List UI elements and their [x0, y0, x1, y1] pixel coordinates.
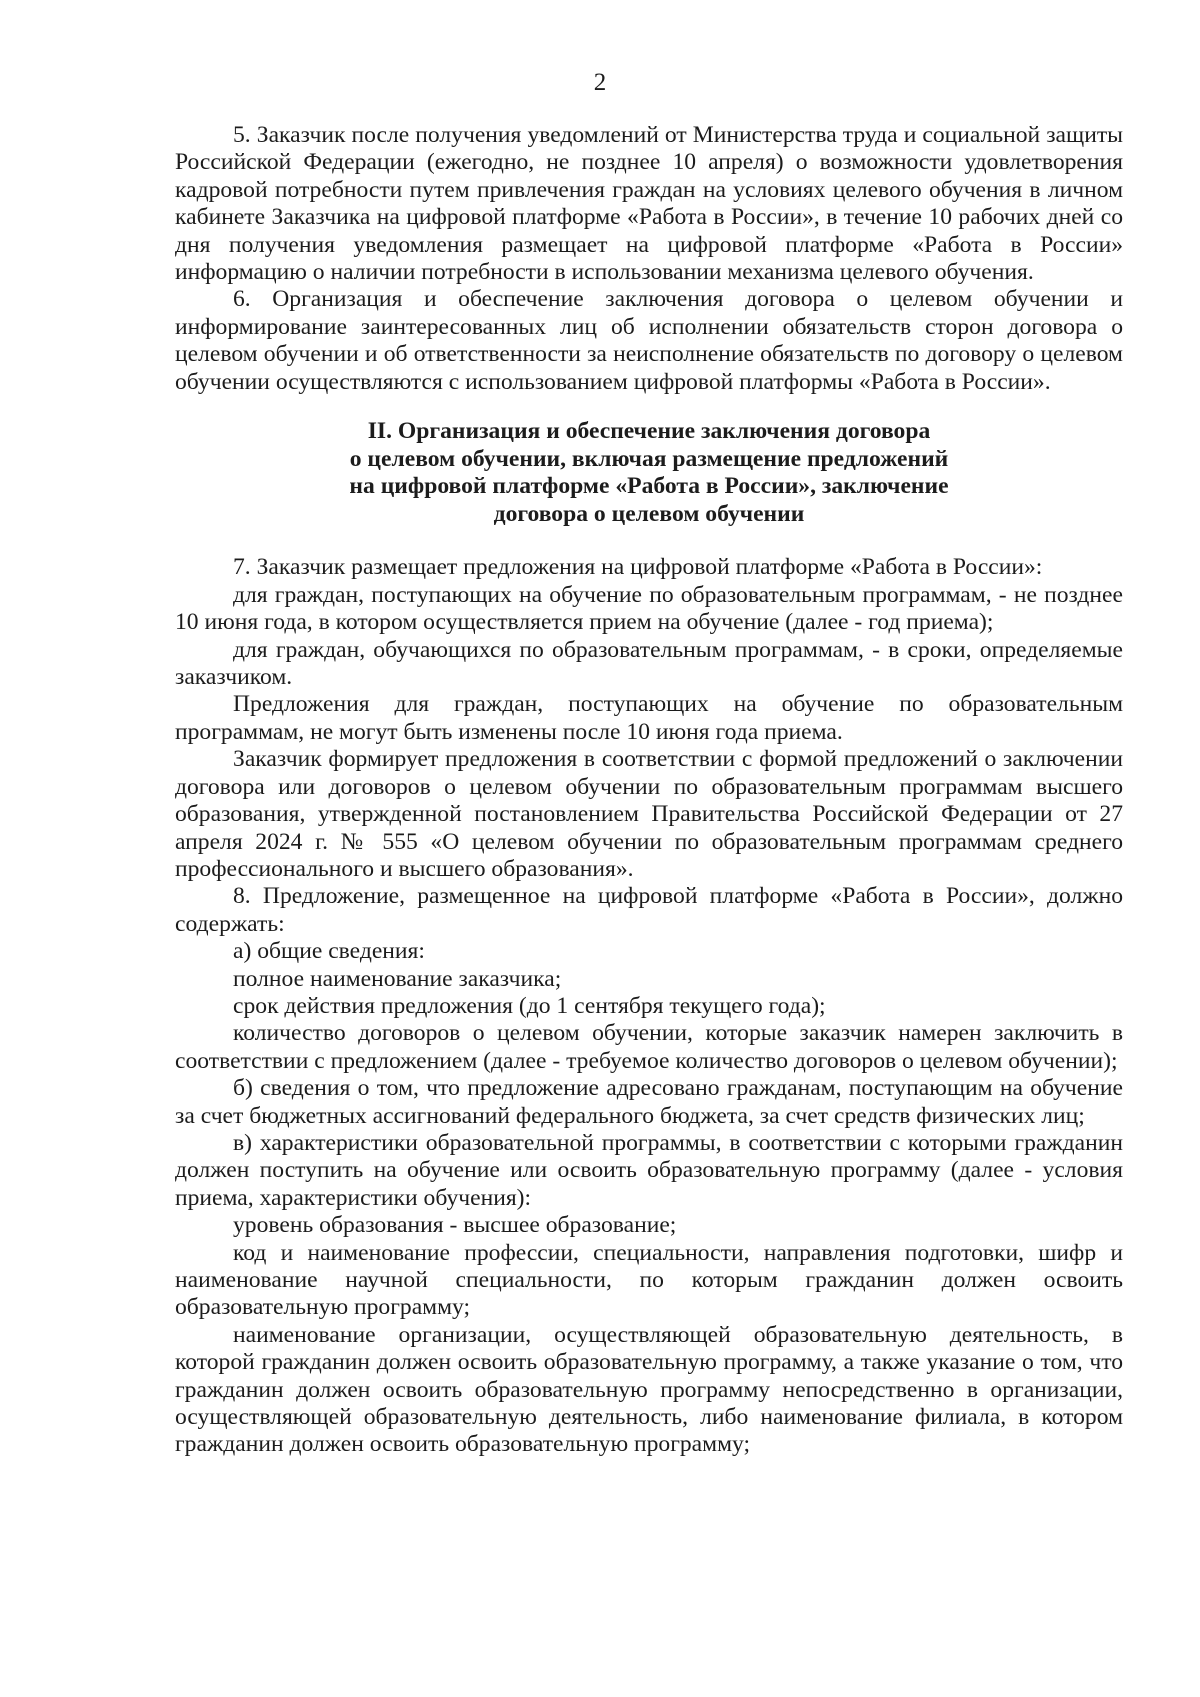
paragraph-8-c: в) характеристики образовательной программы, в соответствии с которыми гражданин должен поступить на обучение или освоить образовательную программу (далее - условия приема, характеристики обучения):: [175, 1129, 1123, 1211]
paragraph-proposal-form: Заказчик формирует предложения в соответствии с формой предложений о заключении договора или договоров о целевом обучении по образовательным программам высшего образования, утвержденной постановлением Правительства Российской Федерации от 27 апреля 2024 г. № 555 «О целевом обучении по образовательным программам среднего профессионального и высшего образования».: [175, 746, 1123, 882]
paragraph-8: 8. Предложение, размещенное на цифровой платформе «Работа в России», должно содержать:: [175, 883, 1123, 937]
section-heading-line: о целевом обучении, включая размещение предложений: [349, 445, 949, 472]
paragraph-7-item-students: для граждан, обучающихся по образовательным программам, - в сроки, определяемые заказчиком.: [175, 636, 1123, 691]
document-body: [175, 122, 1123, 1459]
paragraph-5: 5. Заказчик после получения уведомлений от Министерства труда и социальной защиты Российской Федерации (ежегодно, не позднее 10 апреля) о возможности удовлетворения кадровой потребности путем привлечения граждан на условиях целевого обучения в личном кабинете Заказчика на цифровой платформе «Работа в России», в течение 10 рабочих дней со дня получения уведомления размещает на цифровой платформе «Работа в России» информацию о наличии потребности в использовании механизма целевого обучения.: [175, 122, 1123, 286]
section-heading-line: II. Организация и обеспечение заключения договора: [367, 418, 931, 445]
paragraph-8-c-specialty: код и наименование профессии, специальности, направления подготовки, шифр и наименование научной специальности, по которым гражданин должен освоить образовательную программу;: [175, 1239, 1123, 1321]
paragraph-8-b: б) сведения о том, что предложение адресовано гражданам, поступающим на обучение за счет бюджетных ассигнований федерального бюджета, за счет средств физических лиц;: [175, 1075, 1123, 1129]
paragraph-8-c-level: уровень образования - высшее образование;: [233, 1212, 677, 1239]
paragraph-8-a: а) общие сведения:: [233, 938, 425, 965]
paragraph-8-a-validity: срок действия предложения (до 1 сентября текущего года);: [233, 992, 826, 1019]
paragraph-7-item-applicants: для граждан, поступающих на обучение по образовательным программам, - не позднее 10 июня года, в котором осуществляется прием на обучение (далее - год приема);: [175, 581, 1123, 636]
page-number: 2: [593, 69, 607, 96]
paragraph-8-a-contract-count: количество договоров о целевом обучении, которые заказчик намерен заключить в соответствии с предложением (далее - требуемое количество договоров о целевом обучении);: [175, 1020, 1123, 1074]
paragraph-8-a-customer-name: полное наименование заказчика;: [233, 965, 562, 992]
section-heading-line: договора о целевом обучении: [493, 500, 805, 527]
paragraph-6: 6. Организация и обеспечение заключения договора о целевом обучении и информирование заинтересованных лиц об исполнении обязательств сторон договора о целевом обучении и об ответственности за неисполнение обязательств по договору о целевом обучении осуществляются с использованием цифровой платформы «Работа в России».: [175, 286, 1123, 395]
paragraph-7: 7. Заказчик размещает предложения на цифровой платформе «Работа в России»:: [233, 554, 1043, 581]
section-heading-line: на цифровой платформе «Работа в России», заключение: [349, 473, 949, 500]
paragraph-8-c-organization: наименование организации, осуществляющей образовательную деятельность, в которой гражданин должен освоить образовательную программу, а также указание о том, что гражданин должен освоить образовательную программу непосредственно в организации, осуществляющей образовательную деятельность, либо наименование филиала, в котором гражданин должен освоить образовательную программу;: [175, 1321, 1123, 1458]
paragraph-proposals-unchangeable: Предложения для граждан, поступающих на обучение по образовательным программам, не могут быть изменены после 10 июня года приема.: [175, 691, 1123, 745]
section-heading: [175, 418, 1123, 528]
